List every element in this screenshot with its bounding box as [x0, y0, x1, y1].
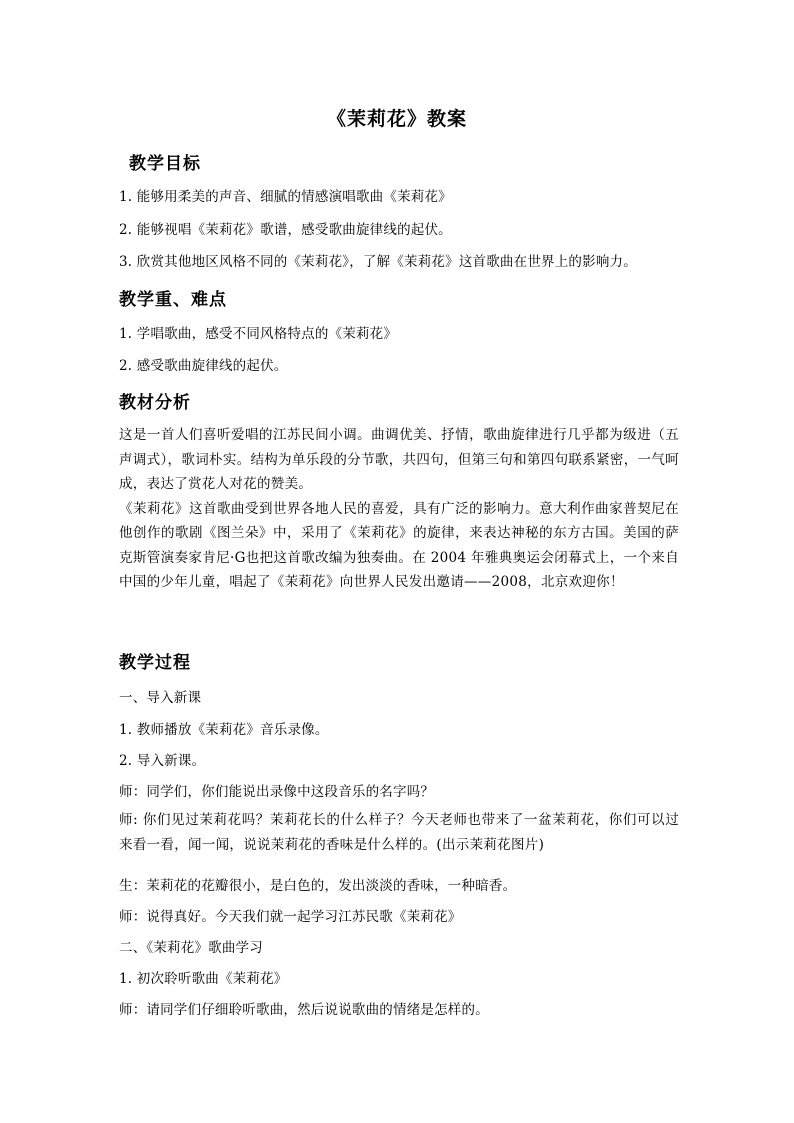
process-line-9: 1. 初次聆听歌曲《茉莉花》: [119, 971, 288, 987]
process-line-3: 2. 导入新课。: [119, 753, 206, 769]
process-line-6: 生：茉莉花的花瓣很小，是白色的，发出淡淡的香味，一种暗香。: [119, 878, 517, 894]
objective-item-2: 2. 能够视唱《茉莉花》歌谱，感受歌曲旋律线的起伏。: [119, 222, 452, 238]
key-points-heading: 教学重、难点: [119, 290, 227, 310]
process-line-2: 1. 教师播放《茉莉花》音乐录像。: [119, 722, 329, 738]
objective-item-1: 1. 能够用柔美的声音、细腻的情感演唱歌曲《茉莉花》: [119, 189, 452, 205]
process-line-4: 师：同学们，你们能说出录像中这段音乐的名字吗？: [119, 784, 435, 800]
analysis-paragraph-2: 《茉莉花》这首歌曲受到世界各地人民的喜爱，具有广泛的影响力。意大利作曲家普契尼在他创作的歌剧《图兰朵》中，采用了《茉莉花》的旋律，来表达神秘的东方古国。美国的萨克斯管演奏家肯尼·G也把这首歌改编为独奏曲。在 2004 年雅典奥运会闭幕式上，一个来自中国的少年儿童，唱起了《茉莉花》向世界人民发出邀请——2008，北京欢迎你！: [119, 500, 679, 590]
process-line-1: 一、导入新课: [119, 690, 202, 706]
key-point-item-1: 1. 学唱歌曲，感受不同风格特点的《茉莉花》: [119, 326, 398, 342]
objectives-heading: 教学目标: [129, 154, 201, 174]
process-line-8: 二、《茉莉花》歌曲学习: [119, 940, 263, 956]
analysis-paragraph-1: 这是一首人们喜听爱唱的江苏民间小调。曲调优美、抒情，歌曲旋律进行几乎都为级进（五声调式），歌词朴实。结构为单乐段的分节歌，共四句，但第三句和第四句联系紧密，一气呵成，表达了赏花人对花的赞美。: [119, 427, 679, 492]
process-heading: 教学过程: [119, 653, 191, 673]
process-line-10: 师：请同学们仔细聆听歌曲，然后说说歌曲的情绪是怎样的。: [119, 1002, 489, 1018]
analysis-body: [119, 423, 679, 595]
process-line-5: 师: 你们见过茉莉花吗？茉莉花长的什么样子？今天老师也带来了一盆茉莉花，你们可以过来看一看，闻一闻，说说茉莉花的香味是什么样的。(出示茉莉花图片): [119, 812, 679, 853]
analysis-heading: 教材分析: [119, 393, 191, 413]
key-point-item-2: 2. 感受歌曲旋律线的起伏。: [119, 358, 288, 374]
process-line-7: 师：说得真好。今天我们就一起学习江苏民歌《茉莉花》: [119, 909, 462, 925]
objective-item-3: 3. 欣赏其他地区风格不同的《茉莉花》，了解《茉莉花》这首歌曲在世界上的影响力。: [119, 254, 637, 270]
document-title: 《茉莉花》教案: [326, 108, 467, 130]
